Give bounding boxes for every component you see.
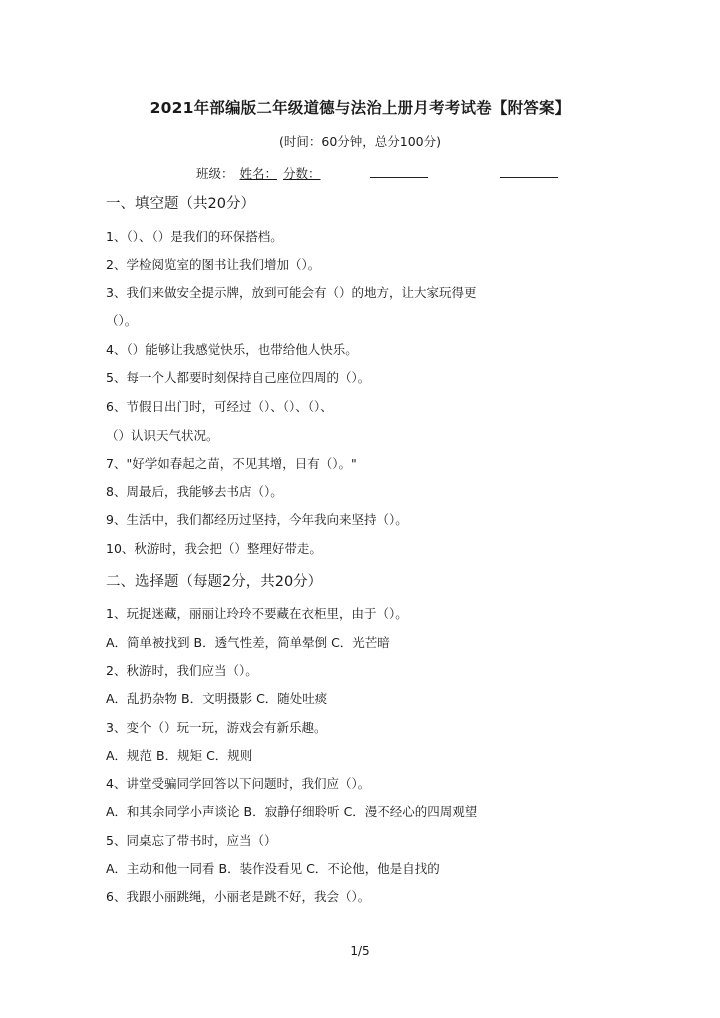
section-heading-fill-blank: 一、填空题（共20分） — [106, 196, 255, 212]
option-line: A．简单被找到 B．透气性差，简单晕倒 C．光芒暗 — [106, 635, 390, 650]
question-line: （）认识天气状况。 — [106, 428, 219, 443]
class-label: 班级： — [196, 166, 234, 181]
question-line: 9、生活中，我们都经历过坚持，今年我向来坚持（）。 — [106, 512, 408, 527]
exam-subtitle: (时间：60分钟，总分100分) — [278, 134, 442, 149]
question-line: 4、（）能够让我感觉快乐，也带给他人快乐。 — [106, 342, 358, 357]
question-line: 10、秋游时，我会把（）整理好带走。 — [106, 541, 322, 556]
question-line: 1、（）、（）是我们的环保搭档。 — [106, 229, 283, 244]
question-line: （）。 — [106, 313, 138, 328]
exam-title: 2021年部编版二年级道德与法治上册月考考试卷【附答案】 — [149, 99, 571, 117]
question-line: 5、每一个人都要时刻保持自己座位四周的（）。 — [106, 370, 371, 385]
question-line: 2、学检阅览室的图书让我们增加（）。 — [106, 257, 321, 272]
name-label: 姓名： — [239, 166, 278, 181]
option-line: A．乱扔杂物 B．文明摄影 C．随处吐痰 — [106, 691, 328, 706]
question-line: 7、"好学如春起之苗，不见其增，日有（）。" — [106, 456, 357, 471]
option-line: A．规范 B．规矩 C．规则 — [106, 748, 253, 763]
question-line: 1、玩捉迷藏，丽丽让玲玲不要藏在衣柜里，由于（）。 — [106, 606, 408, 621]
option-line: A．主动和他一同看 B．装作没看见 C．不论他，他是自找的 — [106, 861, 440, 876]
question-line: 3、变个（）玩一玩，游戏会有新乐趣。 — [106, 720, 327, 735]
student-info-row — [196, 164, 323, 182]
score-label: 分数： — [283, 166, 321, 181]
question-line: 3、我们来做安全提示牌，放到可能会有（）的地方，让大家玩得更 — [106, 285, 477, 300]
section-heading-multiple-choice: 二、选择题（每题2分，共20分） — [106, 574, 323, 590]
question-line: 5、同桌忘了带书时，应当（） — [106, 833, 277, 848]
score-blank-line[interactable] — [500, 177, 558, 178]
question-line: 4、讲堂受骗同学回答以下问题时，我们应（）。 — [106, 776, 371, 791]
page-number: 1/5 — [350, 944, 370, 958]
question-line: 6、我跟小丽跳绳，小丽老是跳不好，我会（）。 — [106, 889, 371, 904]
question-line: 8、周最后，我能够去书店（）。 — [106, 484, 283, 499]
question-line: 2、秋游时，我们应当（）。 — [106, 663, 258, 678]
question-line: 6、节假日出门时，可经过（）、（）、（）、 — [106, 399, 333, 414]
option-line: A．和其余同学小声谈论 B．寂静仔细聆听 C．漫不经心的四周观望 — [106, 804, 478, 819]
name-blank-line[interactable] — [370, 177, 428, 178]
